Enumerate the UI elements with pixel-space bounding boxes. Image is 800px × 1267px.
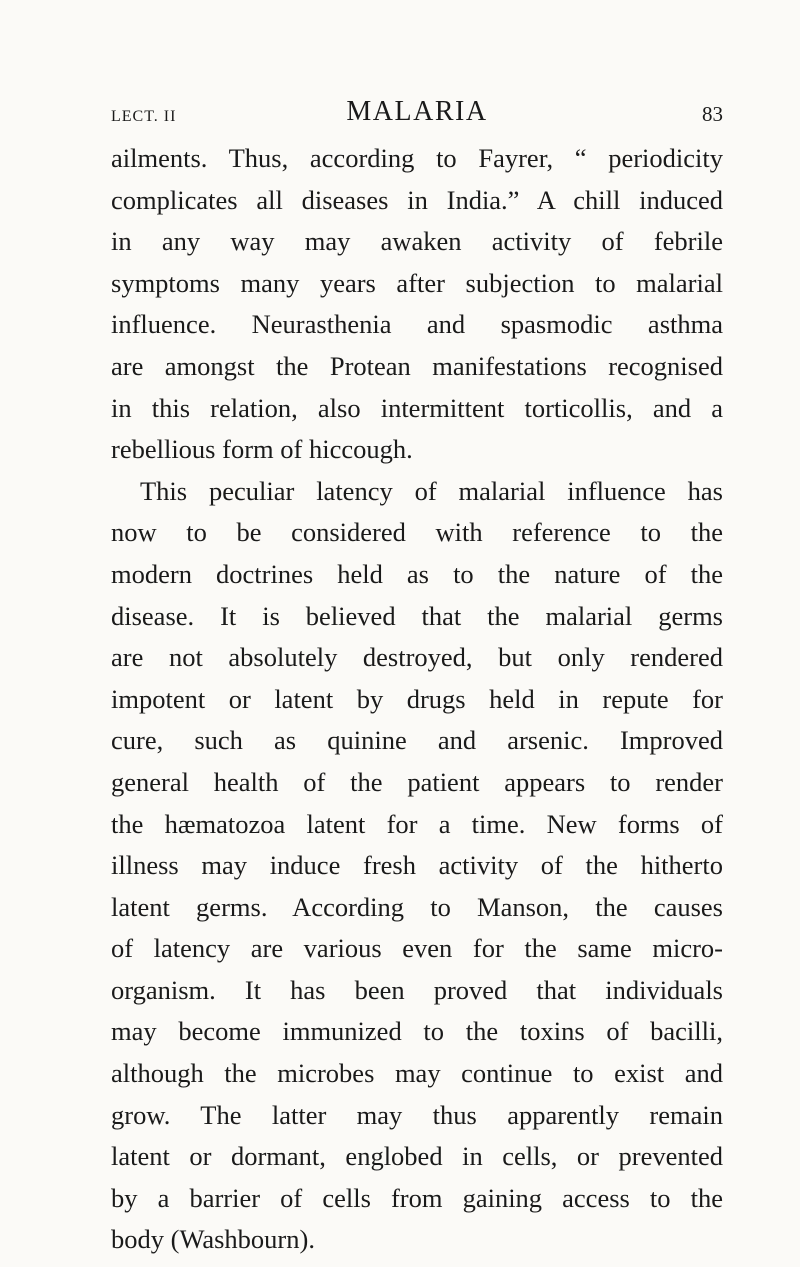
text-line: modern doctrines held as to the nature of the (111, 558, 723, 589)
text-line: in this relation, also intermittent torticollis, and a (111, 392, 723, 423)
text-line: although the microbes may continue to exist and (111, 1058, 723, 1089)
text-line: are not absolutely destroyed, but only rendered (111, 642, 723, 673)
text-line: symptoms many years after subjection to malarial (111, 267, 723, 298)
text-line: influence. Neurasthenia and spasmodic asthma (111, 309, 723, 340)
text-line: illness may induce fresh activity of the hitherto (111, 850, 723, 881)
page-title: MALARIA (346, 96, 488, 127)
text-line: cure, such as quinine and arsenic. Improved (111, 725, 723, 756)
text-line: impotent or latent by drugs held in repute for (111, 683, 723, 714)
text-line: body (Washbourn). (111, 1224, 315, 1255)
text-line: latent germs. According to Manson, the causes (111, 891, 723, 922)
text-line: grow. The latter may thus apparently remain (111, 1099, 723, 1130)
text-line: rebellious form of hiccough. (111, 434, 413, 465)
text-line: ailments. Thus, according to Fayrer, “ periodicity (111, 143, 723, 173)
page-number: 83 (702, 102, 723, 126)
body-text (111, 138, 723, 1261)
text-line: This peculiar latency of malarial influence has (140, 475, 723, 506)
text-line: organism. It has been proved that individuals (111, 974, 723, 1005)
text-line: in any way may awaken activity of febrile (111, 226, 723, 257)
text-line: the hæmatozoa latent for a time. New forms of (111, 808, 723, 839)
lecture-label: LECT. II (111, 108, 177, 125)
text-line: latent or dormant, englobed in cells, or prevented (111, 1141, 723, 1172)
text-line: by a barrier of cells from gaining access to the (111, 1182, 723, 1213)
text-line: of latency are various even for the same micro- (111, 933, 723, 964)
text-line: may become immunized to the toxins of bacilli, (111, 1016, 723, 1047)
text-line: now to be considered with reference to the (111, 517, 723, 548)
text-line: are amongst the Protean manifestations recognised (111, 350, 723, 381)
running-head (111, 96, 723, 132)
text-line: complicates all diseases in India.” A chill induced (111, 184, 723, 215)
text-line: general health of the patient appears to render (111, 766, 723, 797)
text-line: disease. It is believed that the malarial germs (111, 600, 723, 631)
